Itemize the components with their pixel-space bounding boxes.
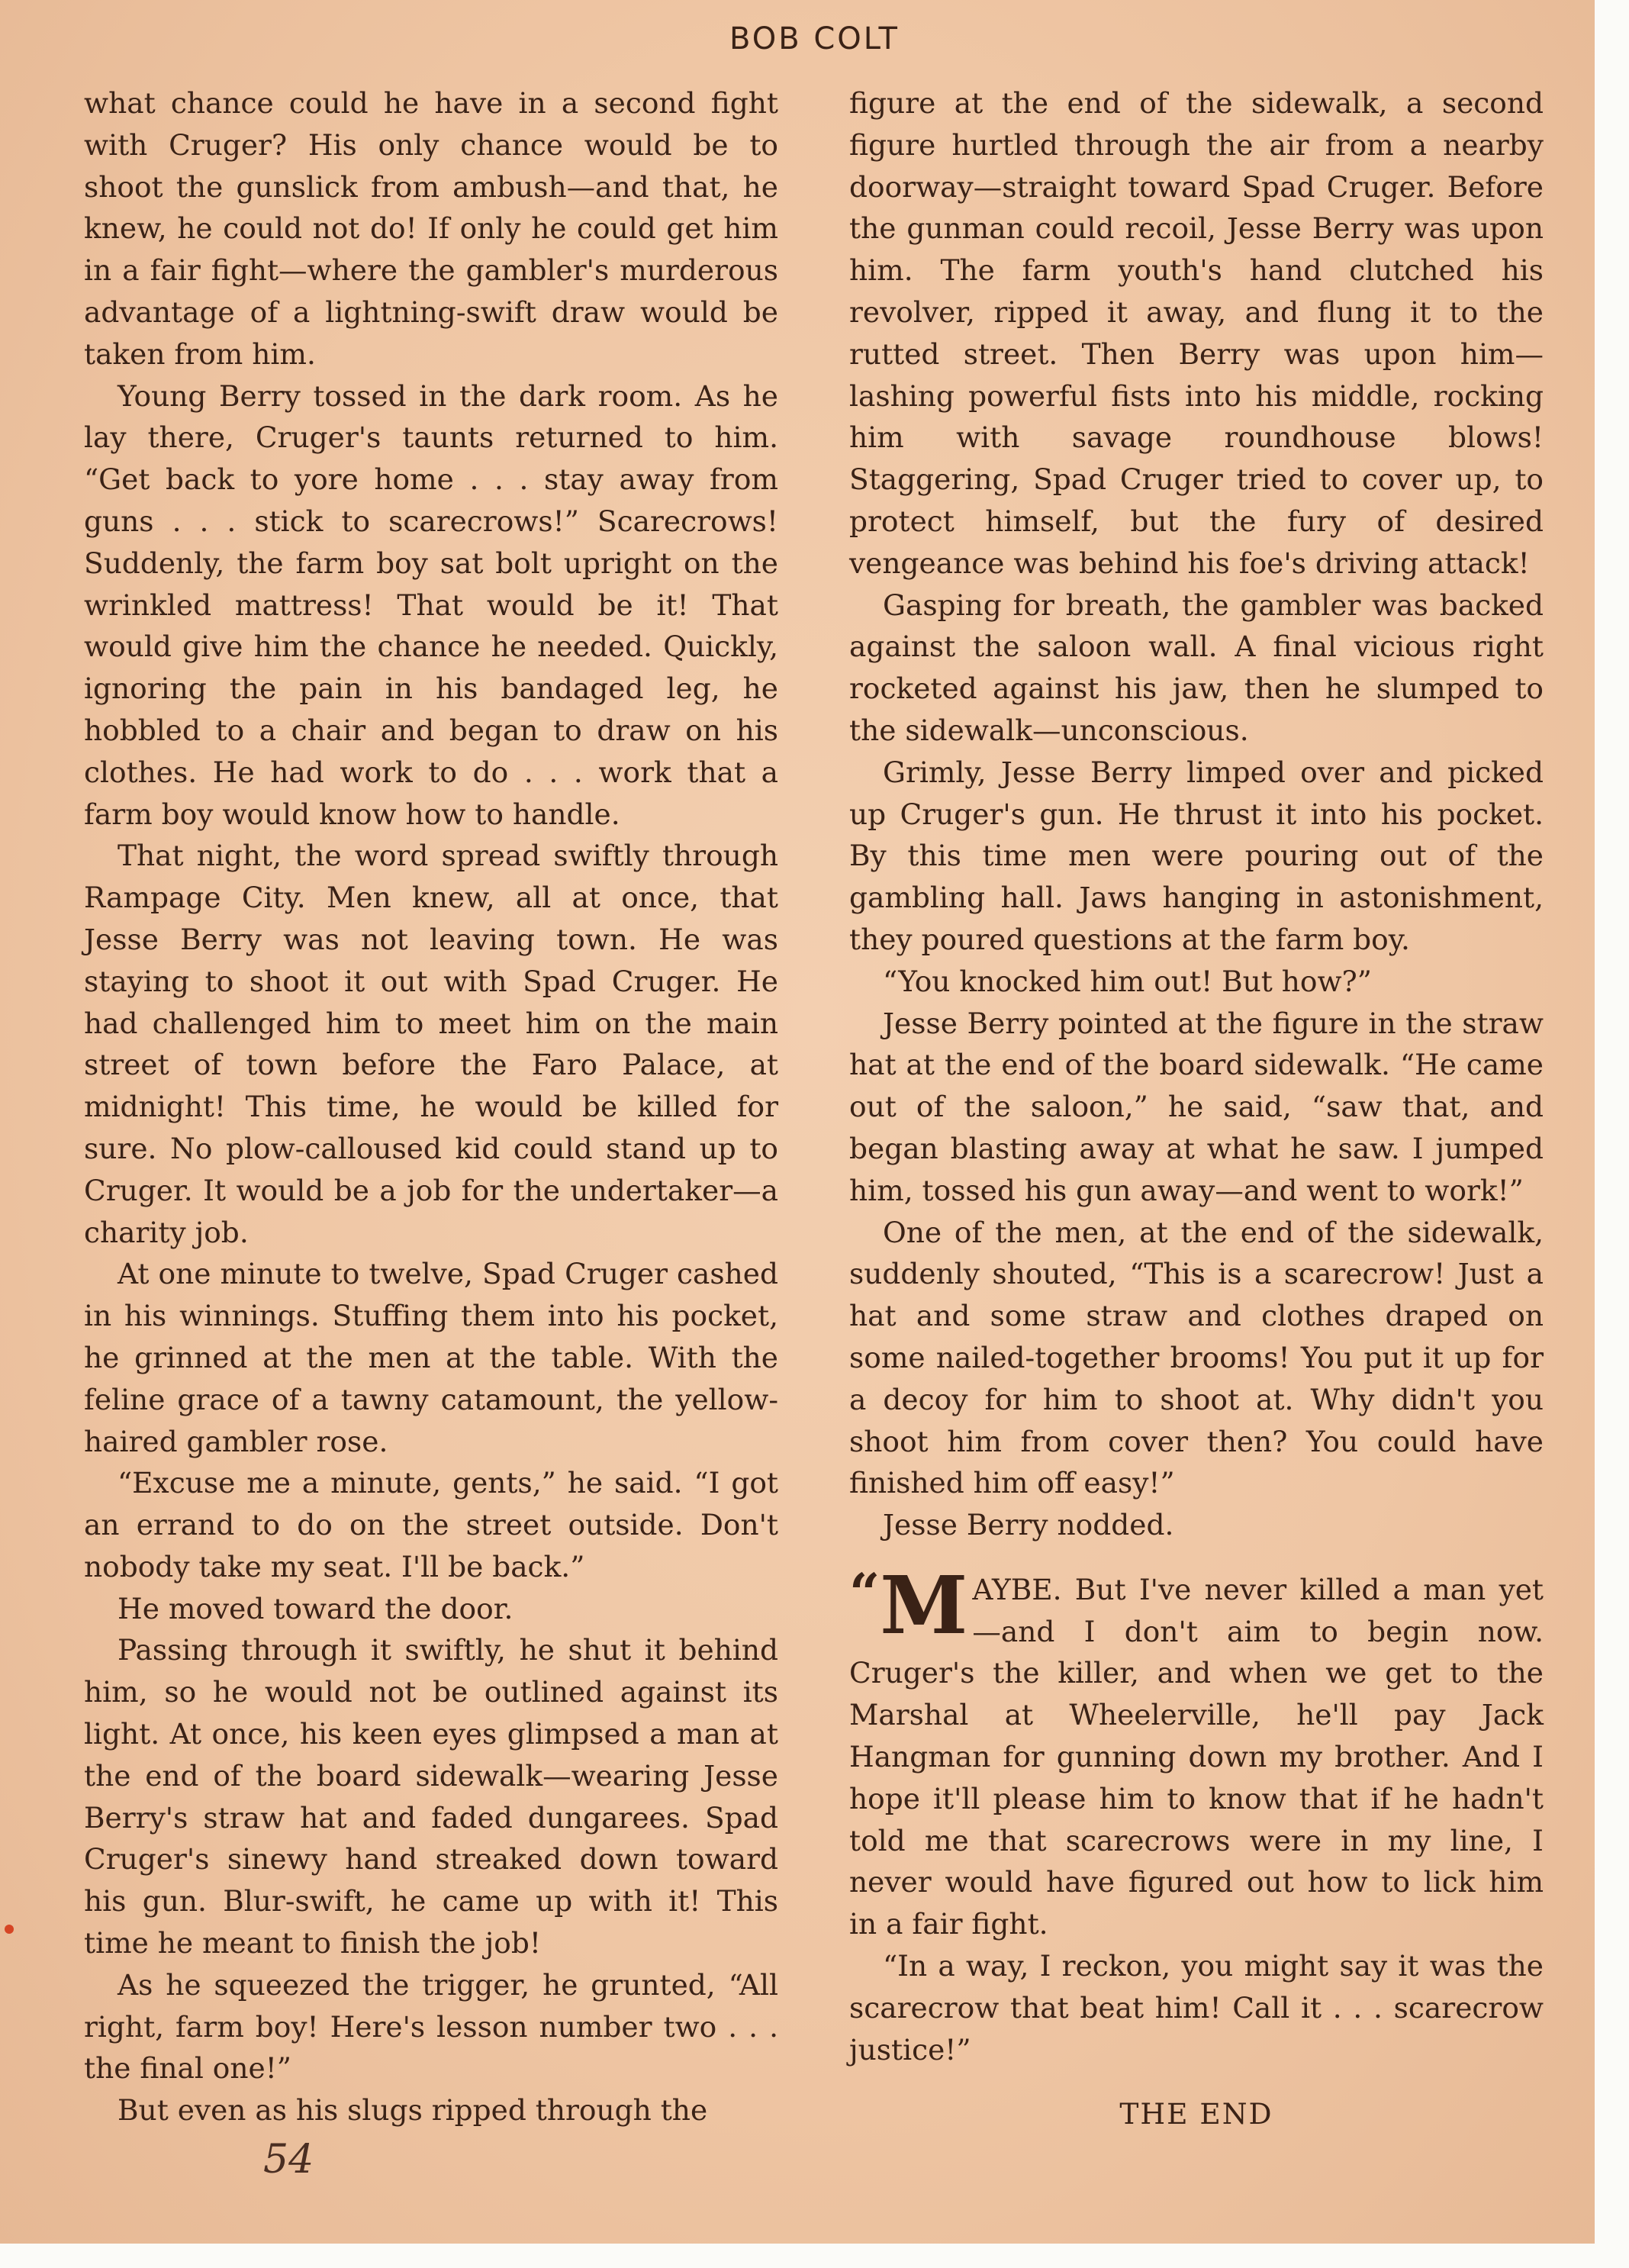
paragraph: figure at the end of the sidewalk, a second figure hurtled through the air from a nearby doorway—straight toward Spad Cruger. Before the gunman could recoil, Jesse Berry was upon him. The farm youth's hand clutched his revolver, ripped it away, and flung it to the rutted street. Then Berry was upon him—lashing powerful fists into his middle, rocking him with savage roundhouse blows! Staggering, Spad Cruger tried to cover up, to protect himself, but the fury of desired vengeance was behind his foe's driving attack!	[849, 86, 1544, 580]
paragraph: “In a way, I reckon, you might say it was the scarecrow that beat him! Call it . . . scarecrow justice!”	[849, 1949, 1544, 2067]
paragraph: Gasping for breath, the gambler was backed against the saloon wall. A final vicious right rocketed against his jaw, then he slumped to the sidewalk—unconscious.	[849, 588, 1544, 747]
paragraph: One of the men, at the end of the sidewalk, suddenly shouted, “This is a scarecrow! Just a hat and some straw and clothes draped on some nailed-together brooms! You put it up for a decoy for him to shoot at. Why didn't you shoot him from cover then? You could have finished him off easy!”	[849, 1215, 1544, 1500]
the-end-label: THE END	[1119, 2097, 1273, 2131]
paragraph: “Excuse me a minute, gents,” he said. “I got an errand to do on the street outside. Don't nobody take my seat. I'll be back.”	[84, 1466, 778, 1583]
paragraph: Jesse Berry pointed at the figure in the straw hat at the end of the board sidewalk. “He came out of the saloon,” he said, “saw that, and began blasting away at what he saw. I jumped him, tossed his gun away—and went to work!”	[849, 1006, 1544, 1207]
paragraph: “You knocked him out! But how?”	[883, 964, 1372, 998]
left-column	[84, 82, 778, 2131]
red-ink-dot	[5, 1925, 14, 1934]
right-column	[849, 82, 1544, 2135]
paragraph: As he squeezed the trigger, he grunted, “All right, farm boy! Here's lesson number two . . . the final one!”	[84, 1967, 778, 2086]
paragraph: Grimly, Jesse Berry limped over and picked up Cruger's gun. He thrust it into his pocket. By this time men were pouring out of the gambling hall. Jaws hanging in astonishment, they poured questions at the farm boy.	[849, 755, 1544, 956]
page-header: BOB COLT	[729, 21, 900, 56]
paragraph: what chance could he have in a second fight with Cruger? His only chance would be to shoot the gunslick from ambush—and that, he knew, he could not do! If only he could get him in a fair fight—where the gambler's murderous advantage of a lightning-swift draw would be taken from him.	[84, 86, 778, 371]
paragraph: He moved toward the door.	[118, 1591, 513, 1625]
dropcap-rest: AYBE. But I've never killed a man yet—and I don't aim to begin now. Cruger's the killer, and when we get to the Marshal at Wheelerville, he'll pay Jack Hangman for gunning down my brother. And I hope it'll please him to know that if he hadn't told me that scarecrows were in my line, I never would have figured out how to lick him in a fair fight.	[849, 1572, 1544, 1941]
page-edge-right	[1595, 0, 1629, 2268]
dropcap-letter: M	[880, 1558, 968, 1652]
paragraph: Jesse Berry nodded.	[883, 1508, 1174, 1542]
paragraph: Passing through it swiftly, he shut it behind him, so he would not be outlined against its light. At once, his keen eyes glimpsed a man at the end of the board sidewalk—wearing Jesse Berry's straw hat and faded dungarees. Spad Cruger's sinewy hand streaked down toward his gun. Blur-swift, he came up with it! This time he meant to finish the job!	[84, 1633, 778, 1960]
page-number: 54	[263, 2137, 314, 2183]
dropcap	[849, 1558, 968, 1652]
dropcap-quote-mark: “	[849, 1561, 880, 1625]
paragraph: That night, the word spread swiftly through Rampage City. Men knew, all at once, that Jesse Berry was not leaving town. He was staying to shoot it out with Spad Cruger. He had challenged him to meet him on the main street of town before the Faro Palace, at midnight! This time, he would be killed for sure. No plow-calloused kid could stand up to Cruger. It would be a job for the undertaker—a charity job.	[84, 839, 778, 1249]
page-edge-bottom	[0, 2244, 1629, 2268]
paragraph: Young Berry tossed in the dark room. As he lay there, Cruger's taunts returned to him. “Get back to yore home . . . stay away from guns . . . stick to scarecrows!” Scarecrows! Suddenly, the farm boy sat bolt upright on the wrinkled mattress! That would be it! That would give him the chance he needed. Quickly, ignoring the pain in his bandaged leg, he hobbled to a chair and began to draw on his clothes. He had work to do . . . work that a farm boy would know how to handle.	[84, 379, 778, 831]
paragraph: At one minute to twelve, Spad Cruger cashed in his winnings. Stuffing them into his pocket, he grinned at the men at the table. With the feline grace of a tawny catamount, the yellow-haired gambler rose.	[84, 1257, 778, 1458]
paragraph: But even as his slugs ripped through the	[118, 2093, 708, 2128]
dropcap-paragraph	[849, 1558, 1544, 1945]
